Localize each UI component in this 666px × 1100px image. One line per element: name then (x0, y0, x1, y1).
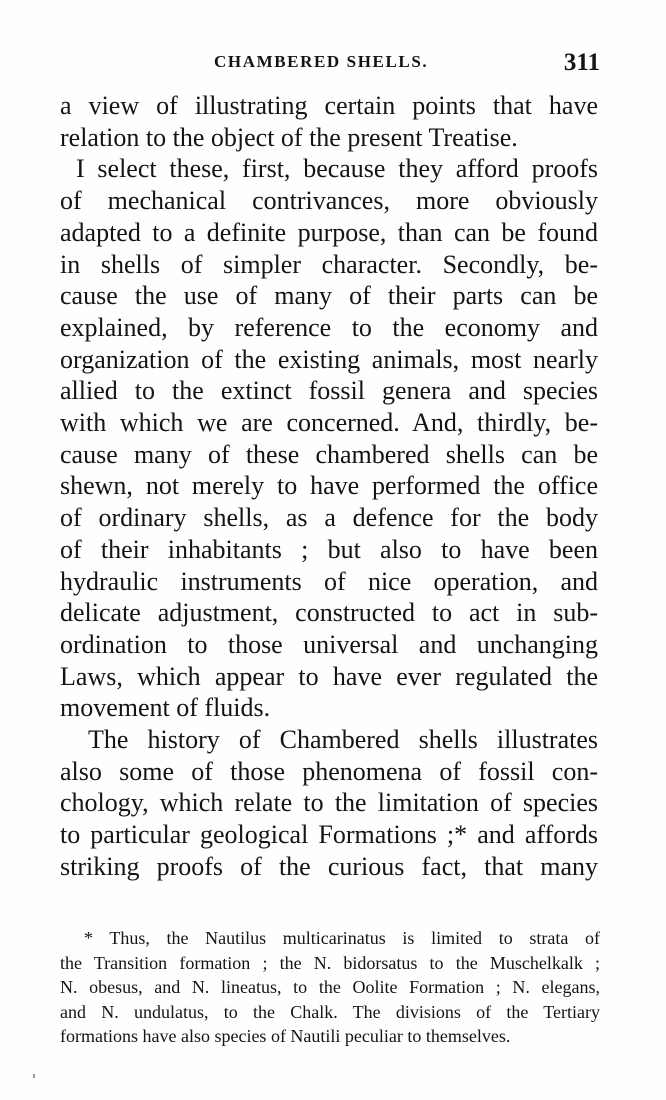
running-title: CHAMBERED SHELLS. (214, 52, 429, 71)
footnote-line: N. obesus, and N. lineatus, to the Oolite Formation ; N. elegans, (60, 977, 600, 997)
footnote-line: and N. undulatus, to the Chalk. The divisions of the Tertiary (60, 1001, 600, 1022)
body-line: allied to the extinct fossil genera and species (60, 376, 598, 406)
body-line: shewn, not merely to have performed the office (60, 471, 598, 501)
body-line: ordination to those universal and unchanging (60, 629, 598, 659)
body-line: also some of those phenomena of fossil con- (60, 756, 598, 786)
body-line: delicate adjustment, constructed to act in sub- (60, 598, 598, 628)
body-line: hydraulic instruments of nice operation, and (60, 566, 598, 596)
body-line: with which we are concerned. And, thirdly, be- (60, 408, 598, 438)
body-line: explained, by reference to the economy and (60, 312, 598, 342)
running-head (60, 49, 600, 82)
body-line: of ordinary shells, as a defence for the body (60, 503, 598, 533)
footnote-line: * Thus, the Nautilus multicarinatus is limited to strata of (84, 928, 600, 948)
body-line: relation to the object of the present Treatise. (60, 122, 518, 152)
print-speck (33, 1074, 35, 1078)
body-line: striking proofs of the curious fact, that many (60, 851, 598, 881)
body-line: Laws, which appear to have ever regulated the (60, 661, 598, 691)
body-text (60, 90, 598, 883)
footnote (60, 926, 600, 1049)
body-line: a view of illustrating certain points that have (60, 91, 598, 120)
body-line: adapted to a definite purpose, than can be found (60, 217, 598, 247)
footnote-line: formations have also species of Nautili peculiar to themselves. (60, 1026, 511, 1046)
body-line: organization of the existing animals, most nearly (60, 344, 598, 374)
body-line: I select these, first, because they afford proofs (76, 154, 598, 184)
body-line: The history of Chambered shells illustrates (88, 725, 598, 755)
body-line: cause the use of many of their parts can be (60, 281, 598, 311)
body-line: cause many of these chambered shells can be (60, 439, 598, 469)
body-line: to particular geological Formations ;* and affords (60, 820, 598, 850)
body-line: in shells of simpler character. Secondly, be- (60, 249, 598, 279)
body-line: of mechanical contrivances, more obviously (60, 186, 598, 216)
page-number: 311 (563, 49, 600, 76)
body-line: of their inhabitants ; but also to have been (60, 534, 598, 564)
body-line: movement of fluids. (60, 693, 271, 723)
footnote-line: the Transition formation ; the N. bidorsatus to the Muschelkalk ; (60, 952, 600, 973)
body-line: chology, which relate to the limitation of species (60, 788, 598, 818)
